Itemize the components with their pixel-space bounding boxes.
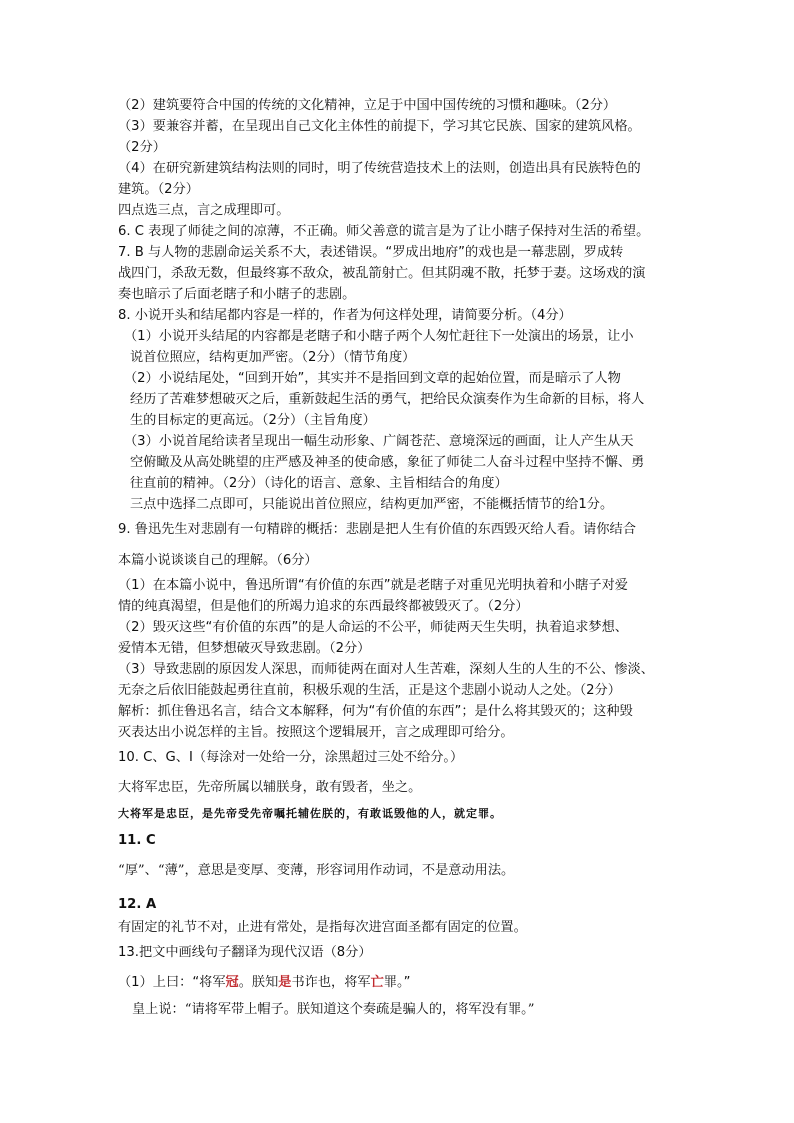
q9-question: 9. 鲁迅先生对悲剧有一句精辟的概括：悲剧是把人生有价值的东西毁灭给人看。请你结合 xyxy=(118,522,636,537)
q9-point-3: （3）导致悲剧的原因发人深思，而师徒两在面对人生苦难，深刻人生的人生的不公、惨淡、 xyxy=(118,662,654,677)
q9-point-1: （1）在本篇小说中，鲁迅所谓“有价值的东西”就是老瞎子对重见光明执着和小瞎子对爱 xyxy=(118,578,628,593)
q10-answer: 10. C、G、I（每涂对一处给一分，涂黑超过三处不给分。） xyxy=(118,750,464,765)
q13-translation: 皇上说：“请将军带上帽子。朕知道这个奏疏是骗人的，将军没有罪。” xyxy=(132,1002,535,1017)
q10-translation: 大将军是忠臣，是先帝受先帝嘱托辅佐朕的，有敢诋毁他的人，就定罪。 xyxy=(118,807,502,820)
q8-question: 8. 小说开头和结尾都内容是一样的，作者为何这样处理，请简要分析。（4分） xyxy=(118,308,572,323)
q12-answer: 12. A xyxy=(118,897,157,912)
q8-note: 三点中选择二点即可，只能说出首位照应，结构更加严密，不能概括情节的给1分。 xyxy=(130,497,614,512)
q9-point-3-cont: 无奈之后依旧能鼓起勇往直前，积极乐观的生活，正是这个悲剧小说动人之处。（2分） xyxy=(118,683,621,698)
q7-line-2: 战四门，杀敌无数，但最终寡不敌众，被乱箭射亡。但其阴魂不散，托梦于妻。这场戏的演 xyxy=(118,266,646,281)
q13-question: 13.把文中画线句子翻译为现代汉语（8分） xyxy=(118,945,372,960)
q8-point-2: （2）小说结尾处，“回到开始”，其实并不是指回到文章的起始位置，而是暗示了人物 xyxy=(124,371,621,386)
q8-point-3: （3）小说首尾给读者呈现出一幅生动形象、广阔苍茫、意境深远的画面，让人产生从天 xyxy=(124,434,634,449)
answer-line-6: 四点选三点，言之成理即可。 xyxy=(118,203,290,218)
q10-source-text: 大将军忠臣，先帝所属以辅朕身，敢有毁者，坐之。 xyxy=(118,780,422,795)
q9-question-cont: 本篇小说谈谈自己的理解。（6分） xyxy=(118,553,318,568)
highlight-word-guan: 冠 xyxy=(225,975,239,990)
q9-point-2: （2）毁灭这些“有价值的东西”的是人命运的不公平，师徒两天生失明，执着追求梦想、 xyxy=(118,620,628,635)
q8-point-1: （1）小说开头结尾的内容都是老瞎子和小瞎子两个人匆忙赶往下一处演出的场景，让小 xyxy=(124,329,634,344)
q6-answer: 6. C 表现了师徒之间的凉薄，不正确。师父善意的谎言是为了让小瞎子保持对生活的希望。 xyxy=(118,224,650,239)
q8-point-1-cont: 说首位照应，结构更加严密。（2分）（情节角度） xyxy=(130,350,416,365)
q12-explanation: 有固定的礼节不对，止进有常处，是指每次进宫面圣都有固定的位置。 xyxy=(118,920,527,935)
q8-point-3-cont: 空俯瞰及从高处眺望的庄严感及神圣的使命感，象征了师徒二人奋斗过程中坚持不懈、勇 xyxy=(130,455,645,470)
q13-mid-2: 书诈也，将军 xyxy=(291,975,371,990)
q8-point-2-cont2: 生的目标定的更高远。（2分）（主旨角度） xyxy=(130,413,376,428)
answer-line-4: （4）在研究新建筑结构法则的同时，明了传统营造技术上的法则，创造出具有民族特色的 xyxy=(118,161,641,176)
q7-line-3: 奏也暗示了后面老瞎子和小瞎子的悲剧。 xyxy=(118,287,356,302)
q13-line-1 xyxy=(118,973,410,993)
answer-line-1: （2）建筑要符合中国的传统的文化精神，立足于中国中国传统的习惯和趣味。（2分） xyxy=(118,98,617,113)
answer-line-2: （3）要兼容并蓄，在呈现出自己文化主体性的前提下，学习其它民族、国家的建筑风格。 xyxy=(118,119,641,134)
q9-analysis: 解析：抓住鲁迅名言，结合文本解释，何为“有价值的东西”；是什么将其毁灭的；这种毁 xyxy=(118,704,633,719)
q9-point-1-cont: 情的纯真渴望，但是他们的所竭力追求的东西最终都被毁灭了。（2分） xyxy=(118,599,529,614)
highlight-word-wang: 亡 xyxy=(370,975,384,990)
q13-prefix: （1）上曰：“将军 xyxy=(118,975,226,990)
q9-point-2-cont: 爱情本无错，但梦想破灭导致悲剧。（2分） xyxy=(118,641,371,656)
q13-mid-1: 。朕知 xyxy=(238,975,279,990)
answer-line-3: （2分） xyxy=(118,140,166,155)
highlight-word-shi: 是 xyxy=(278,975,292,990)
q11-explanation: “厚”、“薄”，意思是变厚、变薄，形容词用作动词，不是意动用法。 xyxy=(118,863,515,878)
q9-analysis-cont: 灭表达出小说怎样的主旨。按照这个逻辑展开，言之成理即可给分。 xyxy=(118,725,514,740)
answer-line-5: 建筑。（2分） xyxy=(118,182,199,197)
q7-answer: 7. B 与人物的悲剧命运关系不大，表述错误。“罗成出地府”的戏也是一幕悲剧，罗成转 xyxy=(118,245,624,260)
q8-point-3-cont2: 往直前的精神。（2分）（诗化的语言、意象、主旨相结合的角度） xyxy=(130,476,508,491)
q11-answer: 11. C xyxy=(118,833,156,848)
q13-suffix: 罪。” xyxy=(383,975,411,990)
q8-point-2-cont: 经历了苦难梦想破灭之后，重新鼓起生活的勇气，把给民众演奏作为生命新的目标，将人 xyxy=(130,392,645,407)
